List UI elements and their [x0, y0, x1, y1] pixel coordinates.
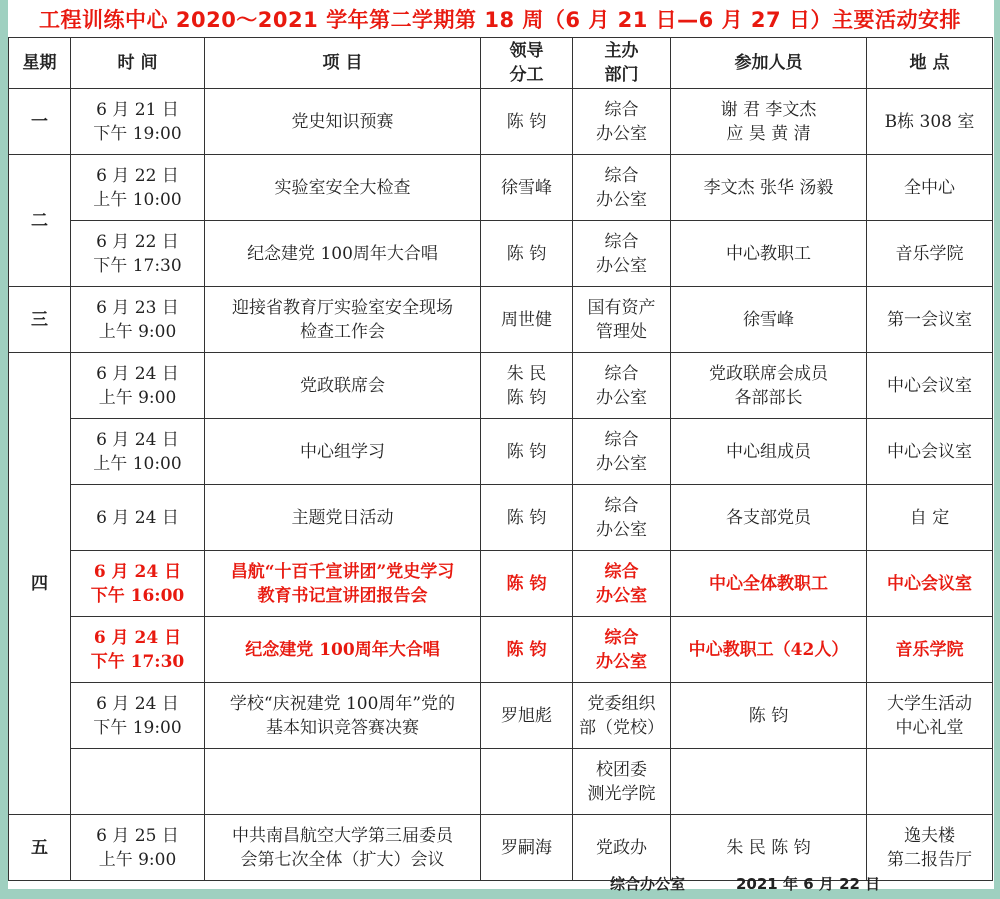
header-place: 地 点: [867, 38, 993, 89]
leader-cell: 陈 钧: [481, 419, 573, 485]
attendees-cell: [671, 749, 867, 815]
dept-cell: 综合 办公室: [573, 221, 671, 287]
footer-date: 2021 年 6 月 22 日: [736, 875, 881, 893]
table-row: [9, 89, 993, 155]
day-cell-wed: 三: [9, 287, 71, 353]
page-title: 工程训练中心 2020～2021 学年第二学期第 18 周（6 月 21 日—6 月 27 日）主要活动安排: [39, 8, 961, 32]
dept-cell: 校团委 测光学院: [573, 749, 671, 815]
dept-cell: 党政办: [573, 815, 671, 881]
dept-cell: 综合 办公室: [573, 551, 671, 617]
time-cell: 6 月 24 日 上午 9:00: [71, 353, 205, 419]
leader-cell: 周世健: [481, 287, 573, 353]
attendees-cell: 中心组成员: [671, 419, 867, 485]
header-attendees: 参加人员: [671, 38, 867, 89]
item-cell: 昌航“十百千宣讲团”党史学习 教育书记宣讲团报告会: [205, 551, 481, 617]
table-row-highlighted: [9, 551, 993, 617]
time-cell: 6 月 25 日 上午 9:00: [71, 815, 205, 881]
dept-cell: 国有资产 管理处: [573, 287, 671, 353]
table-row: [9, 683, 993, 749]
table-row-highlighted: [9, 617, 993, 683]
dept-cell: 综合 办公室: [573, 155, 671, 221]
attendees-cell: 李文杰 张华 汤毅: [671, 155, 867, 221]
dept-cell: 综合 办公室: [573, 617, 671, 683]
item-cell: 实验室安全大检查: [205, 155, 481, 221]
place-cell: 逸夫楼 第二报告厅: [867, 815, 993, 881]
place-cell: 中心会议室: [867, 551, 993, 617]
time-cell: 6 月 24 日: [71, 485, 205, 551]
leader-cell: 朱 民 陈 钧: [481, 353, 573, 419]
item-cell: 纪念建党 100周年大合唱: [205, 221, 481, 287]
dept-cell: 综合 办公室: [573, 485, 671, 551]
attendees-cell: 陈 钧: [671, 683, 867, 749]
time-cell: 6 月 24 日 下午 17:30: [71, 617, 205, 683]
attendees-cell: 党政联席会成员 各部部长: [671, 353, 867, 419]
leader-cell: 罗旭彪: [481, 683, 573, 749]
leader-cell: 陈 钧: [481, 221, 573, 287]
dept-cell: 综合 办公室: [573, 419, 671, 485]
attendees-cell: 中心教职工（42人）: [671, 617, 867, 683]
item-cell: 党政联席会: [205, 353, 481, 419]
place-cell: 大学生活动 中心礼堂: [867, 683, 993, 749]
footer-office: 综合办公室: [610, 875, 686, 893]
leader-cell: 陈 钧: [481, 485, 573, 551]
time-cell: 6 月 22 日 上午 10:00: [71, 155, 205, 221]
time-cell: 6 月 22 日 下午 17:30: [71, 221, 205, 287]
attendees-cell: 中心全体教职工: [671, 551, 867, 617]
attendees-cell: 谢 君 李文杰 应 昊 黄 清: [671, 89, 867, 155]
attendees-cell: 徐雪峰: [671, 287, 867, 353]
table-row: [9, 419, 993, 485]
header-leader: 领导 分工: [481, 38, 573, 89]
header-dept: 主办 部门: [573, 38, 671, 89]
day-cell-tue: 二: [9, 155, 71, 287]
leader-cell: 徐雪峰: [481, 155, 573, 221]
dept-cell: 综合 办公室: [573, 89, 671, 155]
day-cell-mon: 一: [9, 89, 71, 155]
item-cell: 迎接省教育厅实验室安全现场 检查工作会: [205, 287, 481, 353]
item-cell: 党史知识预赛: [205, 89, 481, 155]
attendees-cell: 各支部党员: [671, 485, 867, 551]
header-time: 时 间: [71, 38, 205, 89]
day-cell-fri: 五: [9, 815, 71, 881]
item-cell: 学校“庆祝建党 100周年”党的 基本知识竞答赛决赛: [205, 683, 481, 749]
right-edge: [994, 0, 1000, 899]
attendees-cell: 朱 民 陈 钧: [671, 815, 867, 881]
header-item: 项 目: [205, 38, 481, 89]
time-cell: [71, 749, 205, 815]
table-row: [9, 221, 993, 287]
place-cell: 中心会议室: [867, 353, 993, 419]
header-row: [9, 38, 993, 89]
attendees-cell: 中心教职工: [671, 221, 867, 287]
place-cell: 音乐学院: [867, 221, 993, 287]
place-cell: 全中心: [867, 155, 993, 221]
item-cell: 中心组学习: [205, 419, 481, 485]
leader-cell: [481, 749, 573, 815]
day-cell-thu: 四: [9, 353, 71, 815]
table-row: [9, 287, 993, 353]
leader-cell: 罗嗣海: [481, 815, 573, 881]
table-row: [9, 815, 993, 881]
item-cell: 纪念建党 100周年大合唱: [205, 617, 481, 683]
time-cell: 6 月 24 日 上午 10:00: [71, 419, 205, 485]
table-row: [9, 749, 993, 815]
place-cell: 中心会议室: [867, 419, 993, 485]
item-cell: [205, 749, 481, 815]
place-cell: B栋 308 室: [867, 89, 993, 155]
time-cell: 6 月 24 日 下午 16:00: [71, 551, 205, 617]
schedule-table: [8, 37, 993, 881]
time-cell: 6 月 21 日 下午 19:00: [71, 89, 205, 155]
header-day: 星期: [9, 38, 71, 89]
place-cell: 第一会议室: [867, 287, 993, 353]
leader-cell: 陈 钧: [481, 551, 573, 617]
dept-cell: 综合 办公室: [573, 353, 671, 419]
table-row: [9, 155, 993, 221]
leader-cell: 陈 钧: [481, 617, 573, 683]
time-cell: 6 月 23 日 上午 9:00: [71, 287, 205, 353]
item-cell: 主题党日活动: [205, 485, 481, 551]
place-cell: 音乐学院: [867, 617, 993, 683]
dept-cell: 党委组织 部（党校）: [573, 683, 671, 749]
leader-cell: 陈 钧: [481, 89, 573, 155]
left-edge: [0, 0, 8, 899]
table-row: [9, 485, 993, 551]
place-cell: 自 定: [867, 485, 993, 551]
place-cell: [867, 749, 993, 815]
item-cell: 中共南昌航空大学第三届委员 会第七次全体（扩大）会议: [205, 815, 481, 881]
table-row: [9, 353, 993, 419]
time-cell: 6 月 24 日 下午 19:00: [71, 683, 205, 749]
